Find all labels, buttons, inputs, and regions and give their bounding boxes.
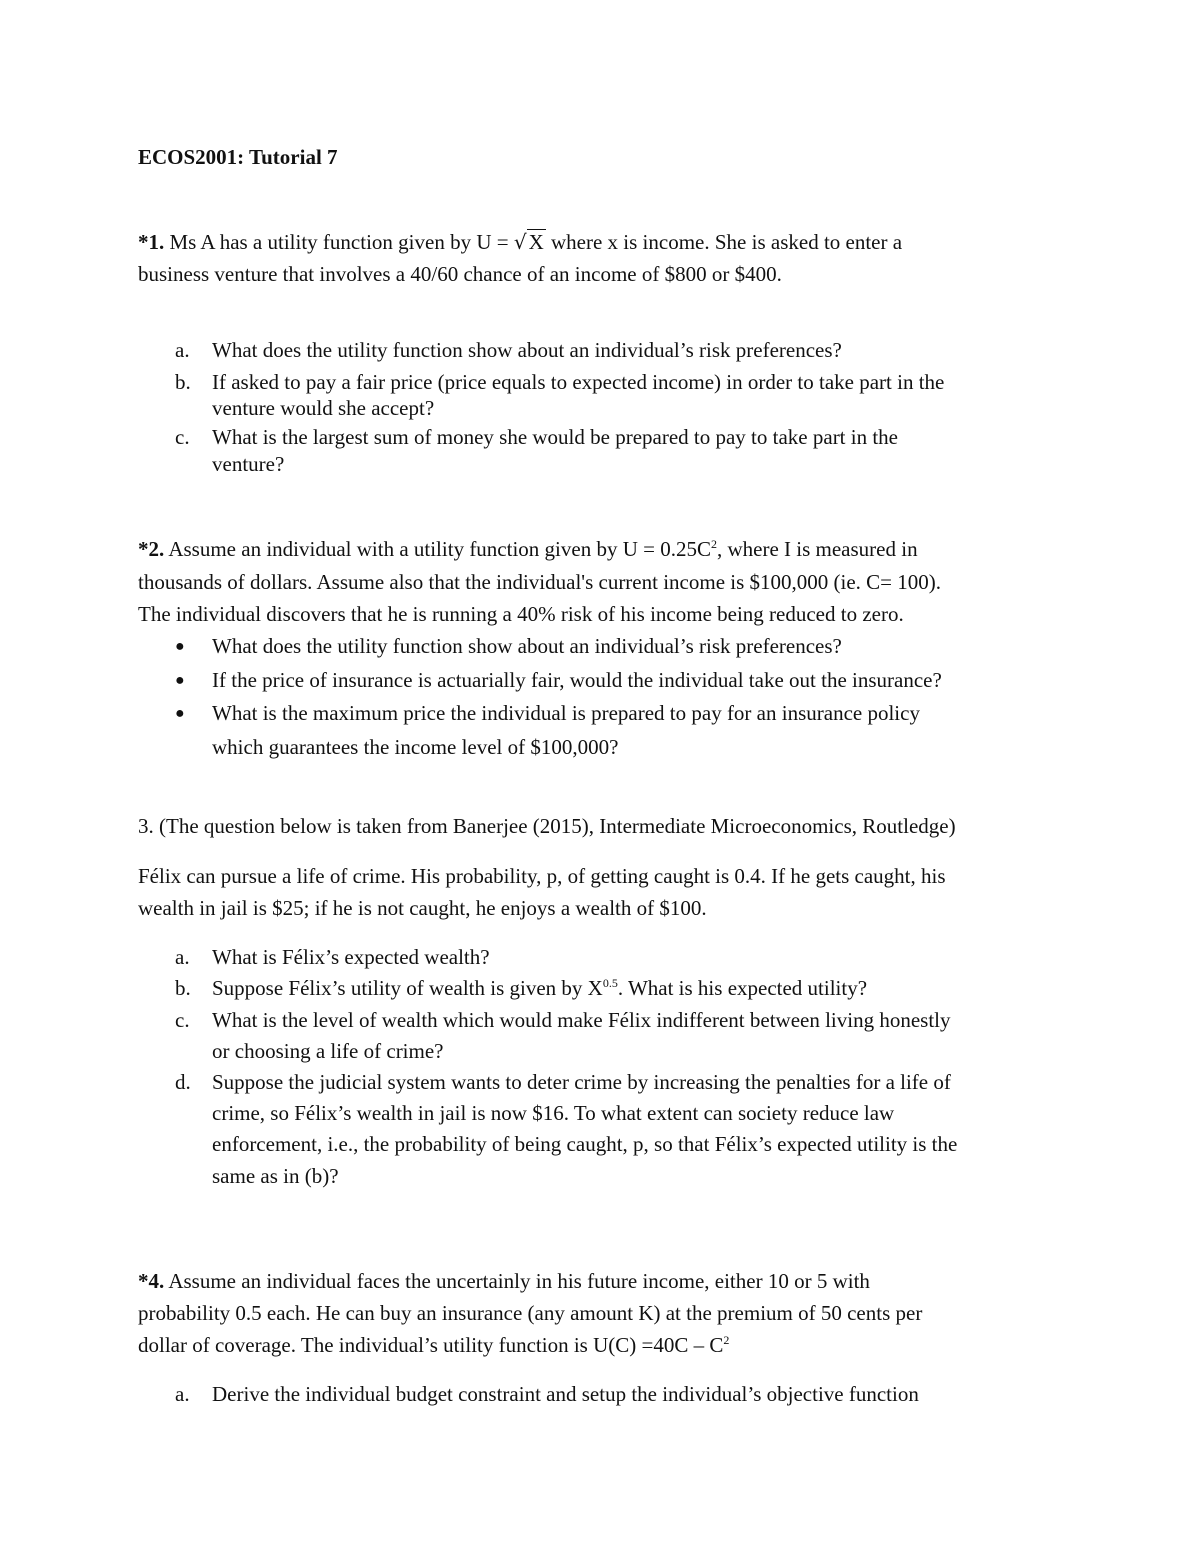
q1-text-a: Ms A has a utility function given by U =: [164, 230, 514, 254]
q1-item-a: [175, 336, 842, 364]
q3-line-2: wealth in jail is $25; if he is not caught, he enjoys a wealth of $100.: [138, 896, 707, 920]
q1-item-c-cont: venture?: [212, 452, 285, 476]
q4-line-2: probability 0.5 each. He can buy an insurance (any amount K) at the premium of 50 cents per: [138, 1301, 923, 1325]
q1-item-a-text: What does the utility function show about an individual’s risk preferences?: [212, 338, 842, 362]
sqrt-variable: X: [528, 230, 544, 254]
q2-exponent: 2: [710, 537, 717, 551]
q3-item-c-text: What is the level of wealth which would make Félix indifferent between living honestly: [212, 1008, 951, 1032]
q2-line-1: [138, 533, 918, 565]
q2-bullet-3: [175, 697, 920, 730]
q1-item-c-text: What is the largest sum of money she would be prepared to pay to take part in the: [212, 425, 899, 449]
q2-bullet-2: [175, 664, 942, 697]
q3-item-d-cont-2: enforcement, i.e., the probability of being caught, p, so that Félix’s expected utility is the: [212, 1132, 958, 1156]
q4-exponent: 2: [723, 1333, 730, 1347]
q3-item-d-text: Suppose the judicial system wants to deter crime by increasing the penalties for a life of: [212, 1070, 951, 1094]
q2-number: *2.: [138, 537, 165, 561]
q3-item-d-cont-3: same as in (b)?: [212, 1164, 339, 1188]
q1-item-b-text: If asked to pay a fair price (price equals to expected income) in order to take part in the: [212, 370, 945, 394]
q2-line-3: The individual discovers that he is running a 40% risk of his income being reduced to zero.: [138, 602, 904, 626]
q3-item-b-exponent: 0.5: [602, 976, 618, 990]
q3-item-b-text-b: . What is his expected utility?: [617, 976, 868, 1000]
q3-line-1: Félix can pursue a life of crime. His probability, p, of getting caught is 0.4. If he gets caught, his: [138, 864, 946, 888]
q3-heading: 3. (The question below is taken from Banerjee (2015), Intermediate Microeconomics, Routledge): [138, 814, 956, 838]
bullet-dot-icon: ●: [175, 672, 185, 689]
q4-line-1: [138, 1265, 870, 1297]
q3-item-d-marker: d.: [175, 1070, 191, 1094]
q3-item-b: [175, 974, 867, 1002]
q1-item-b-cont: venture would she accept?: [212, 396, 435, 420]
q4-text-a: Assume an individual faces the uncertainly in his future income, either 10 or 5 with: [164, 1269, 870, 1293]
q1-item-b-marker: b.: [175, 370, 191, 394]
q3-item-c-marker: c.: [175, 1008, 190, 1032]
q1-number: *1.: [138, 230, 165, 254]
q3-item-a-text: What is Félix’s expected wealth?: [212, 945, 490, 969]
page-title: ECOS2001: Tutorial 7: [138, 145, 338, 169]
q1-text-b: where x is income. She is asked to enter a: [545, 230, 903, 254]
q2-bullet-3-text: What is the maximum price the individual is prepared to pay for an insurance policy: [212, 701, 920, 725]
q2-line-2: thousands of dollars. Assume also that the individual's current income is $100,000 (ie. C= 100).: [138, 570, 942, 594]
q4-item-a-marker: a.: [175, 1382, 190, 1406]
q3-item-b-text-a: Suppose Félix’s utility of wealth is given by X: [212, 976, 603, 1000]
q3-item-a-marker: a.: [175, 945, 190, 969]
sqrt-symbol: √: [513, 230, 527, 254]
q4-line-3: [138, 1329, 729, 1361]
q3-item-d: [175, 1068, 951, 1096]
q1-item-c: [175, 423, 898, 451]
q2-text-b: , where I is measured in: [716, 537, 918, 561]
q1-item-c-marker: c.: [175, 425, 190, 449]
q3-item-b-marker: b.: [175, 976, 191, 1000]
q2-bullet-3-cont: which guarantees the income level of $100,000?: [212, 735, 619, 759]
q3-item-c-cont: or choosing a life of crime?: [212, 1039, 444, 1063]
q1-line-1: [138, 226, 902, 258]
q2-bullet-1-text: What does the utility function show about an individual’s risk preferences?: [212, 634, 842, 658]
q4-item-a: [175, 1380, 919, 1408]
q3-item-a: [175, 943, 490, 971]
q2-bullet-2-text: If the price of insurance is actuarially fair, would the individual take out the insurance?: [212, 668, 942, 692]
sqrt-x-formula: [514, 226, 546, 258]
q1-item-a-marker: a.: [175, 338, 190, 362]
bullet-dot-icon: ●: [175, 705, 185, 722]
q4-line-3-text: dollar of coverage. The individual’s utility function is U(C) =40C – C: [138, 1333, 724, 1357]
q3-item-c: [175, 1006, 951, 1034]
q2-text-a: Assume an individual with a utility function given by U = 0.25C: [164, 537, 711, 561]
bullet-dot-icon: ●: [175, 638, 185, 655]
q2-bullet-1: [175, 630, 842, 663]
q3-item-d-cont-1: crime, so Félix’s wealth in jail is now $16. To what extent can society reduce law: [212, 1101, 895, 1125]
q4-item-a-text: Derive the individual budget constraint and setup the individual’s objective function: [212, 1382, 919, 1406]
q1-item-b: [175, 368, 944, 396]
q4-number: *4.: [138, 1269, 165, 1293]
q1-line-2: business venture that involves a 40/60 chance of an income of $800 or $400.: [138, 262, 782, 286]
